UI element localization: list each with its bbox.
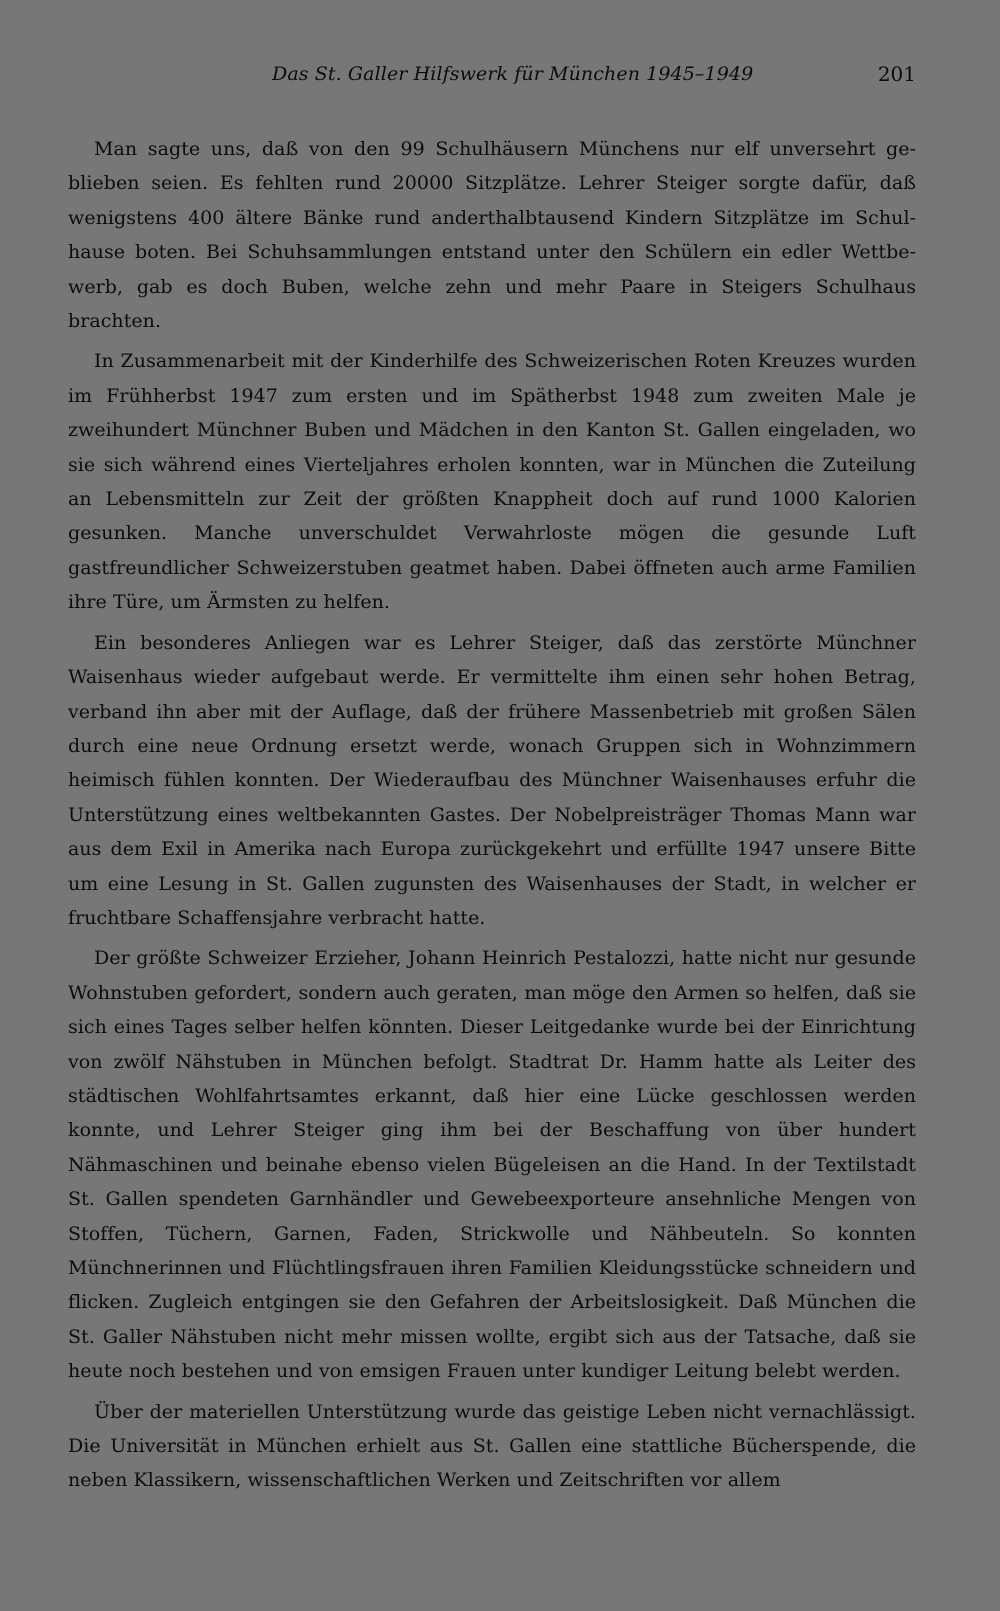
page-number: 201 xyxy=(877,62,916,86)
body-text xyxy=(68,132,916,1498)
paragraph: Der größte Schweizer Erzieher, Johann Heinrich Pestalozzi, hatte nicht nur gesunde Wohnstuben gefordert, sondern auch geraten, man möge den Armen so helfen, daß sie sich eines Tages selber helfen könnten. Dieser Leitgedanke wurde bei der Einrichtung von zwölf Nähstuben in München befolgt. Stadtrat Dr. Hamm hatte als Leiter des städtischen Wohlfahrtsamtes erkannt, daß hier eine Lücke geschlossen werden konnte, und Lehrer Steiger ging ihm bei der Beschaffung von über hundert Nähmaschinen und beinahe ebenso vielen Bügeleisen an die Hand. In der Textilstadt St. Gallen spendeten Garnhändler und Gewebeexporteure ansehnliche Mengen von Stoffen, Tüchern, Garnen, Faden, Strickwolle und Nähbeuteln. So konnten Münchnerinnen und Flüchtlingsfrauen ihren Familien Kleidungsstücke schneidern und flicken. Zugleich entgingen sie den Gefahren der Arbeitslosigkeit. Daß München die St. Galler Nähstuben nicht mehr missen wollte, ergibt sich aus der Tatsache, daß sie heute noch bestehen und von emsigen Frauen unter kundiger Leitung belebt werden. xyxy=(68,947,916,1383)
paragraph: Man sagte uns, daß von den 99 Schulhäusern Münchens nur elf unversehrt geblieben seien. Es fehlten rund 20000 Sitzplätze. Lehrer Steiger sorgte dafür, daß wenigstens 400 ältere Bänke rund anderthalbtausend Kindern Sitzplätze im Schulhause boten. Bei Schuhsammlungen entstand unter den Schülern ein edler Wettbewerb, gab es doch Buben, welche zehn und mehr Paare in Steigers Schulhaus brachten. xyxy=(68,138,916,333)
paragraph: In Zusammenarbeit mit der Kinderhilfe des Schweizerischen Roten Kreuzes wurden im Frühherbst 1947 zum ersten und im Spätherbst 1948 zum zweiten Male je zweihundert Münchner Buben und Mädchen in den Kanton St. Gallen eingeladen, wo sie sich während eines Vierteljahres erholen konnten, war in München die Zuteilung an Lebensmitteln zur Zeit der größten Knappheit doch auf rund 1000 Kalorien gesunken. Manche unverschuldet Verwahrloste mögen die gesunde Luft gastfreundlicher Schweizerstuben geatmet haben. Dabei öffneten auch arme Familien ihre Türe, um Ärmsten zu helfen. xyxy=(68,350,916,614)
running-title: Das St. Galler Hilfswerk für München 1945–1949 xyxy=(272,63,754,85)
running-head xyxy=(68,56,916,100)
paragraph: Über der materiellen Unterstützung wurde das geistige Leben nicht vernachlässigt. Die Universität in München erhielt aus St. Gallen eine stattliche Bücherspende, die neben Klassikern, wissenschaftlichen Werken und Zeitschriften vor allem xyxy=(68,1400,916,1492)
paragraph: Ein besonderes Anliegen war es Lehrer Steiger, daß das zerstörte Münchner Waisenhaus wieder aufgebaut werde. Er vermittelte ihm einen sehr hohen Betrag, verband ihn aber mit der Auflage, daß der frühere Massenbetrieb mit großen Sälen durch eine neue Ordnung ersetzt werde, wonach Gruppen sich in Wohnzimmern heimisch fühlen konnten. Der Wiederaufbau des Münchner Waisenhauses erfuhr die Unterstützung eines weltbekannten Gastes. Der Nobelpreisträger Thomas Mann war aus dem Exil in Amerika nach Europa zurückgekehrt und erfüllte 1947 unsere Bitte um eine Lesung in St. Gallen zugunsten des Waisenhauses der Stadt, in welcher er fruchtbare Schaffensjahre verbracht hatte. xyxy=(68,631,916,929)
